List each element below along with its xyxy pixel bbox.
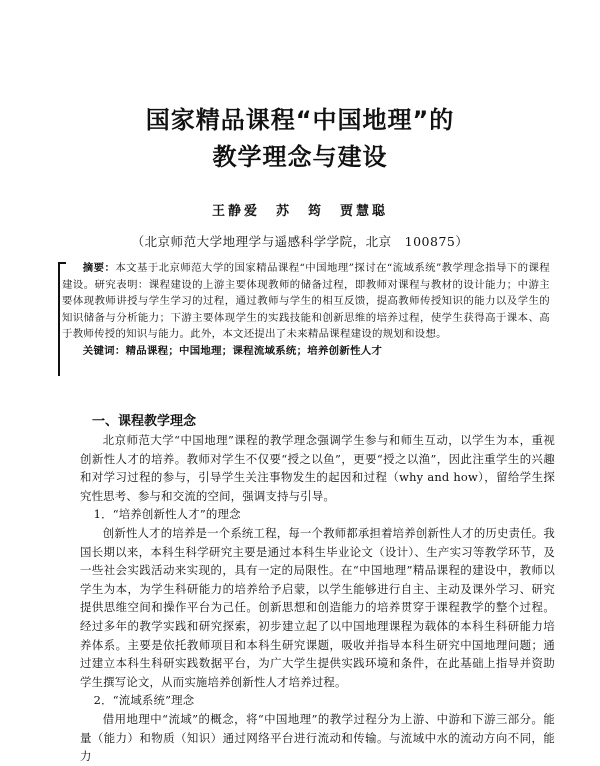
- body-paragraph-1: 北京师范大学“中国地理”课程的教学理念强调学生参与和师生互动，以学生为本，重视创新性人才的培养。教师对学生不仅要“授之以鱼”，更要“授之以渔”，因此注重学生的兴趣和对学习过程的参与，引导学生关注事物发生的起因和过程（why and how），留给学生探究性思考、参与和交流的空间，强调支持与引导。: [80, 433, 555, 503]
- body-paragraph-3: 借用地理中“流域”的概念，将“中国地理”的教学过程分为上游、中游和下游三部分。能量（能力）和物质（知识）通过网络平台进行流动和传输。与流域中水的流动方向不同，能力: [80, 711, 555, 764]
- subheading-1: 1．“培养创新性人才”的理念: [93, 507, 241, 522]
- authors: 王静爱 苏 筠 贾慧聪: [211, 204, 388, 219]
- keywords-label: 关键词：: [82, 344, 126, 357]
- section-body: [80, 431, 555, 766]
- section-heading: 一、课程教学理念: [92, 414, 197, 429]
- affiliation: （北京师范大学地理学与遥感科学学院，北京 100875）: [131, 234, 469, 249]
- abstract-label: 摘要：: [82, 262, 116, 274]
- abstract: [62, 260, 550, 359]
- paper-title-line-1: 国家精品课程“中国地理”的: [145, 106, 455, 134]
- paper-title-line-2: 教学理念与建设: [212, 143, 388, 171]
- abstract-paragraph: [62, 260, 550, 343]
- keywords-line: [62, 343, 550, 360]
- subheading-2: 2．“流域系统”理念: [93, 693, 195, 708]
- abstract-text: 本文基于北京师范大学的国家精品课程“中国地理”探讨在“流域系统”教学理念指导下的课程建设。研究表明：课程建设的上游主要体现教师的储备过程，即教师对课程与教材的设计能力；中游主要体现教师讲授与学生学习的过程，通过教师与学生的相互反馈，提高教师传授知识的能力以及学生的知识储备与分析能力；下游主要体现学生的实践技能和创新思维的培养过程，使学生获得高于课本、高于教师传授的知识与能力。此外，本文还提出了未来精品课程建设的规划和设想。: [62, 262, 550, 340]
- body-paragraph-2: 创新性人才的培养是一个系统工程，每一个教师都承担着培养创新性人才的历史责任。我国长期以来，本科生科学研究主要是通过本科生毕业论文（设计）、生产实习等教学环节，及一些社会实践活动来实现的，具有一定的局限性。在“中国地理”精品课程的建设中，教师以学生为本，为学生科研能力的培养给予启蒙，以学生能够进行自主、主动及课外学习、研究提供思维空间和操作平台为己任。创新思想和创造能力的培养贯穿于课程教学的整个过程。经过多年的教学实践和研究探索，初步建立起了以中国地理课程为载体的本科生科研能力培养体系。主要是依托教师项目和本科生研究课题，吸收并指导本科生研究中国地理问题；通过建立本科生科研实践数据平台，为广大学生提供实践环境和条件，在此基础上指导并资助学生撰写论文，从而实施培养创新性人才培养过程。: [80, 525, 555, 689]
- keywords-text: 精品课程；中国地理；课程流域系统；培养创新性人才: [125, 344, 383, 357]
